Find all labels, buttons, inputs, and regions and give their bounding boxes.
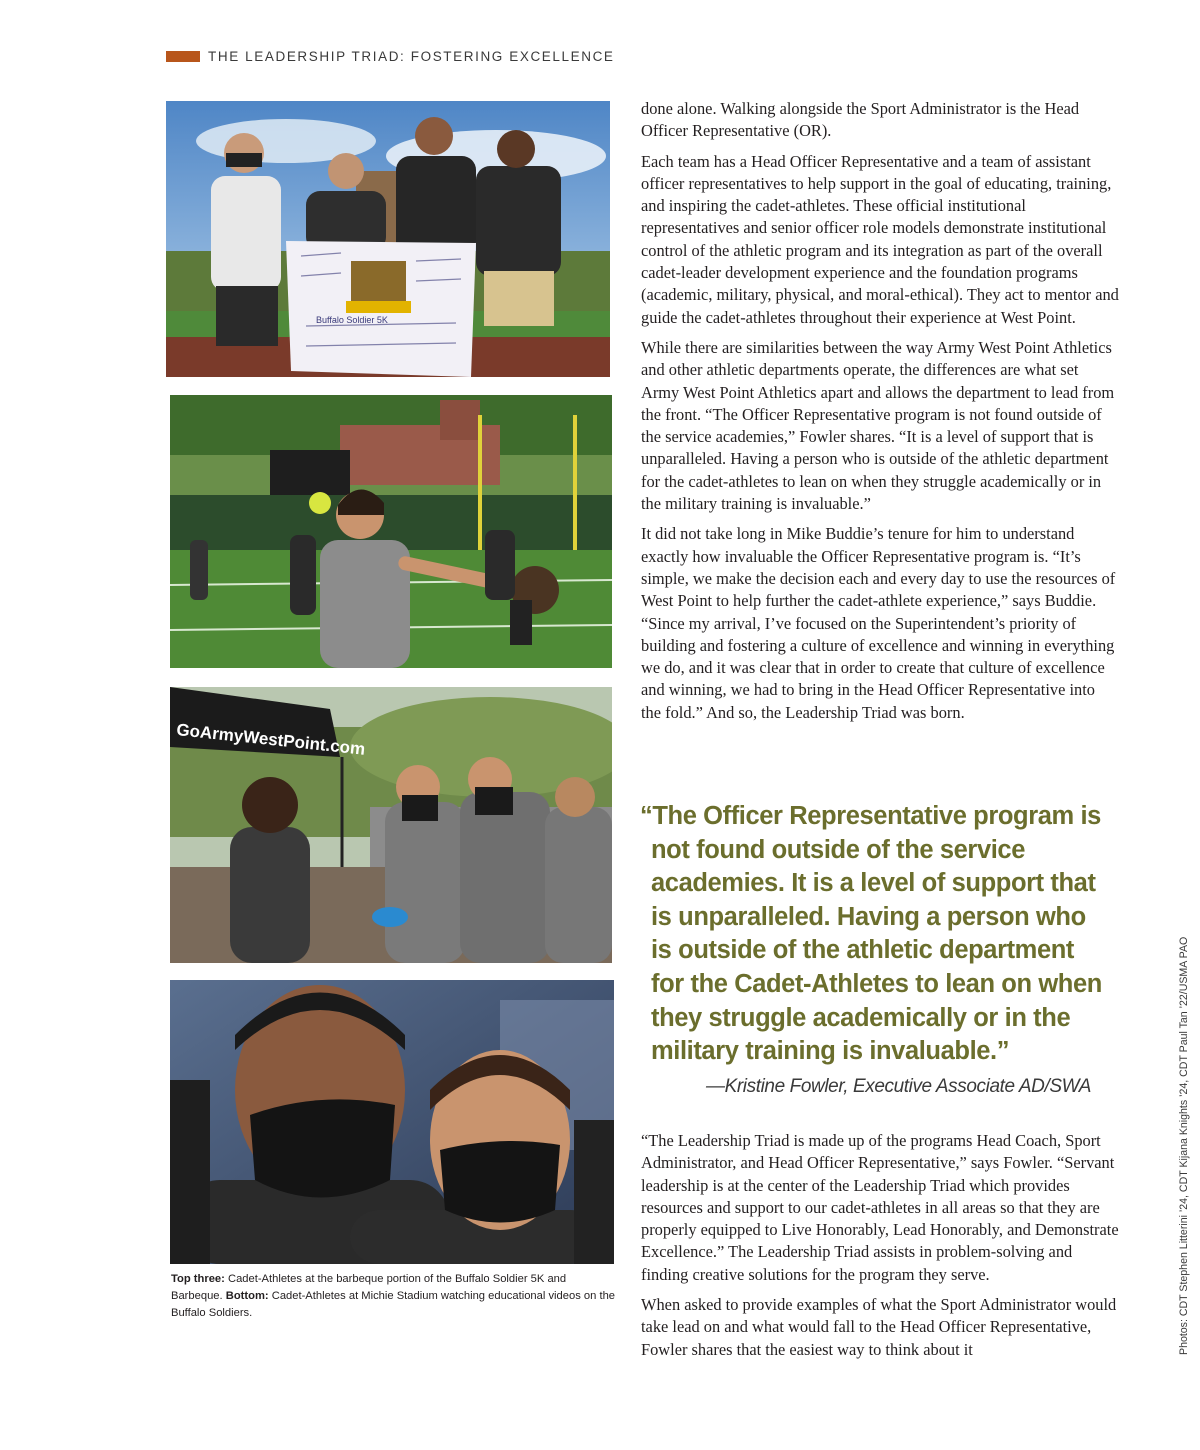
header-accent-bar — [166, 51, 200, 62]
article-paragraph: When asked to provide examples of what the Sport Administrator would take lead on and what would fall to the Head Officer Representative, Fowler shares that the easiest way to think about it — [641, 1295, 1117, 1359]
pull-quote — [640, 800, 1110, 1069]
photo-caption — [171, 1271, 616, 1322]
pull-quote-text: “The Officer Representative program is not found outside of the service academies. It is a level of support that is unparalleled. Having a person who is outside of the athletic department for the Cadet-Athletes to lean on when they struggle academically or in the military training is invaluable.” — [640, 802, 1102, 1066]
photo-cadets-watching — [170, 980, 614, 1264]
photo-softball-pitch — [170, 395, 612, 668]
banner-text: Buffalo Soldier 5K — [316, 315, 388, 325]
caption-top-label: Top three: — [171, 1273, 225, 1285]
photo-group-with-banner — [166, 101, 610, 377]
tent-text: GoArmyWestPoint.com — [175, 720, 367, 759]
article-paragraph: It did not take long in Mike Buddie’s tenure for him to understand exactly how invaluable the Officer Representative program is. “It’s simple, we make the decision each and every day to use the resources of West Point to help further the cadet-athlete experience,” says Buddie. “Since my arrival, I’ve focused on the Superintendent’s priority of building and fostering a culture of excellence and winning in everything we do, and it was clear that in order to create that culture of excellence and winning, we had to bring in the Head Officer Representative into the fold.” And so, the Leadership Triad was born. — [641, 524, 1116, 722]
article-paragraph: Each team has a Head Officer Representative and a team of assistant officer representatives to help support in the goal of educating, training, and inspiring the cadet-athletes. These official institutional representatives and senior officer role models demonstrate institutional control of the athletic program and its integration as part of the overall cadet-leader development experience and the foundation programs (academic, military, physical, and moral-ethical). They act to mentor and guide the cadet-athletes throughout their experience at West Point. — [641, 151, 1119, 327]
pull-quote-attribution: —Kristine Fowler, Executive Associate AD/SWA — [706, 1076, 1092, 1097]
article-paragraph: While there are similarities between the way Army West Point Athletics and other athletic departments operate, the differences are what set Army West Point Athletics apart and allows the department to lead from the front. “The Officer Representative program is not found outside of the service academies,” Fowler shares. “It is a level of support that is unparalleled. Having a person who is outside of the athletic department for the cadet-athletes to lean on when they struggle academically or in the military training is invaluable.” — [641, 337, 1115, 514]
header-title: THE LEADERSHIP TRIAD: FOSTERING EXCELLENCE — [208, 48, 615, 64]
article-paragraph: done alone. Walking alongside the Sport Administrator is the Head Officer Representative (OR). — [641, 99, 1080, 141]
caption-bottom-text: Cadet-Athletes at Michie Stadium watching educational videos on the Buffalo Soldiers. — [171, 1290, 616, 1319]
caption-bottom-label: Bottom: — [225, 1290, 269, 1302]
photo-barbeque-tent — [170, 687, 612, 963]
article-column-bottom — [641, 1130, 1119, 1369]
caption-top-text: Cadet-Athletes at the barbeque portion of the Buffalo Soldier 5K and Barbeque. — [171, 1273, 567, 1302]
article-column-top — [641, 98, 1119, 732]
article-paragraph: “The Leadership Triad is made up of the programs Head Coach, Sport Administrator, and Head Officer Representative,” says Fowler. “Servant leadership is at the center of the Leadership Triad which provides resources and support to our cadet-athletes in all areas so that they are properly equipped to Live Honorably, Lead Honorably, and Demonstrate Excellence.” The Leadership Triad assists in problem-solving and finding creative solutions for the program they serve. — [641, 1131, 1119, 1284]
section-header — [166, 46, 615, 66]
photo-credit: Photos: CDT Stephen Litterini ’24, CDT Kijana Knights ’24, CDT Paul Tan ’22/USMA PAO — [1178, 936, 1190, 1355]
